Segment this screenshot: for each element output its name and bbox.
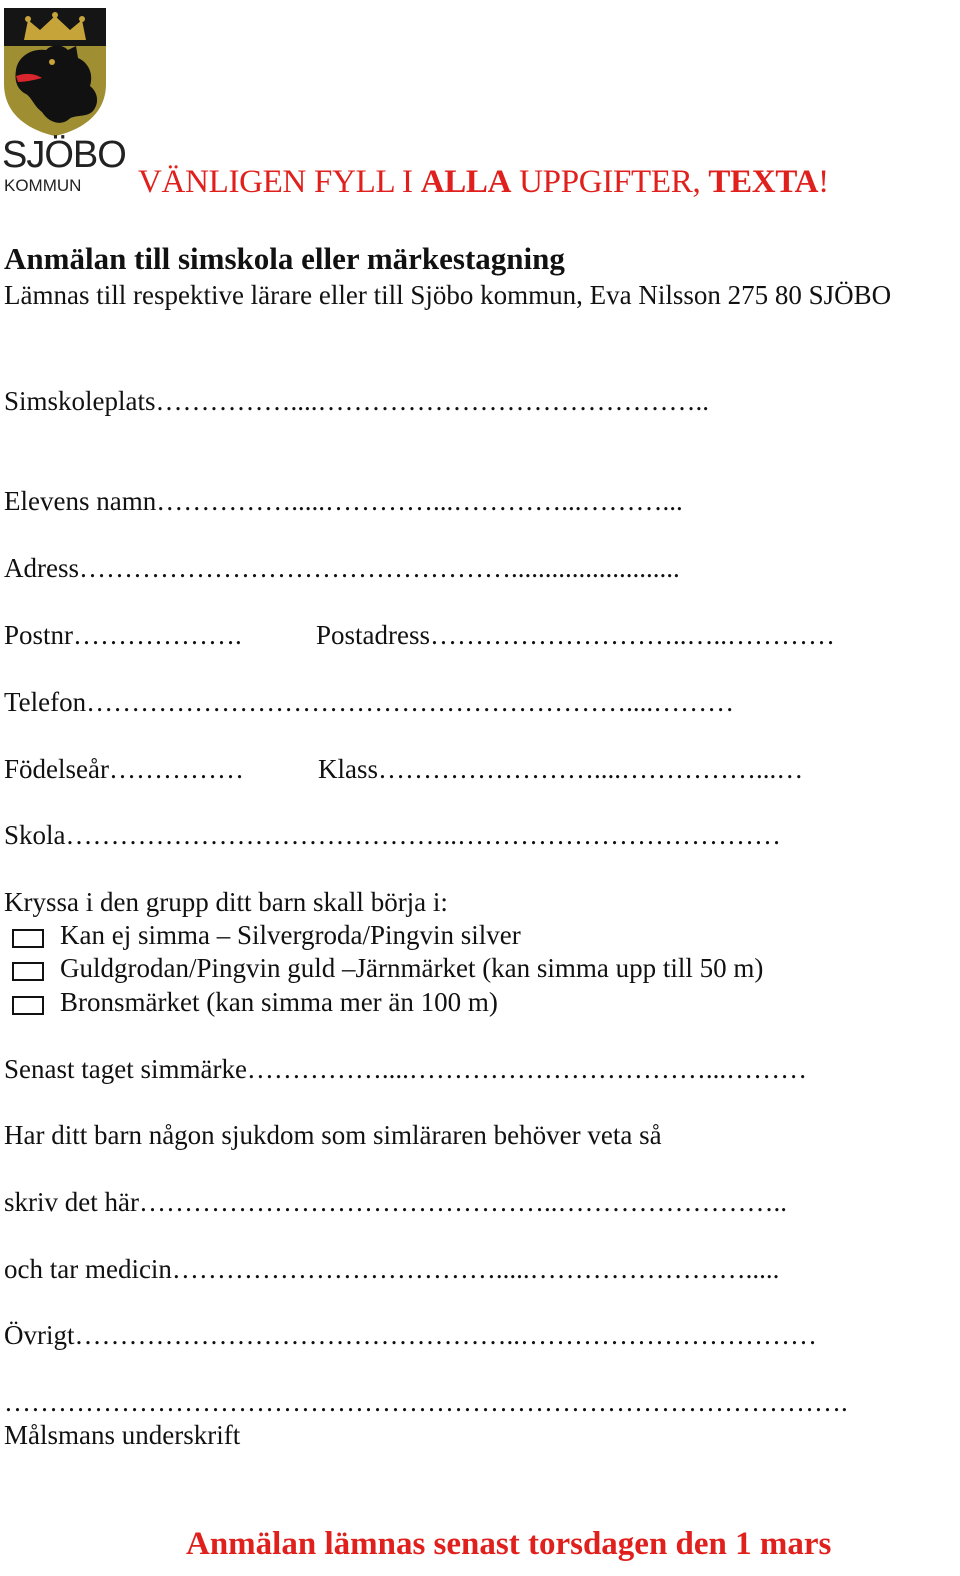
coat-of-arms-icon <box>2 6 108 136</box>
field-elevens-namn[interactable]: Elevens namn…………….....…………...…………...………... <box>4 486 683 516</box>
field-medicin[interactable]: och tar medicin……………………………….....……………………..... <box>4 1254 780 1284</box>
field-skola[interactable]: Skola……………………………………..……………………………… <box>4 820 782 850</box>
checkbox-bronsmarket[interactable] <box>12 996 44 1015</box>
field-postnr[interactable]: Postnr………………. <box>4 620 242 650</box>
field-postadress[interactable]: Postadress………………………..…..………… <box>316 620 835 650</box>
group-option-guldgrodan: Guldgrodan/Pingvin guld –Järnmärket (kan simma upp till 50 m) <box>60 953 764 983</box>
deadline-notice: Anmälan lämnas senast torsdagen den 1 mars <box>186 1526 832 1562</box>
field-adress[interactable]: Adress…………………………………………......................... <box>4 553 680 583</box>
field-klass[interactable]: Klass……………………....……………...… <box>318 754 804 784</box>
headline-part-5: ! <box>818 164 829 200</box>
signature-label: Målsmans underskrift <box>4 1420 241 1450</box>
group-option-silvergroda: Kan ej simma – Silvergroda/Pingvin silver <box>60 920 521 950</box>
logo-name: SJÖBO <box>2 134 126 176</box>
headline-part-2: ALLA <box>420 164 512 200</box>
sjukdom-question: Har ditt barn någon sjukdom som simläraren behöver veta så <box>4 1120 662 1150</box>
form-title: Anmälan till simskola eller märkestagning <box>4 241 565 276</box>
instruction-headline <box>138 164 829 201</box>
field-senast-simmarke[interactable]: Senast taget simmärke……………....……………………………...……… <box>4 1054 808 1084</box>
form-subtitle: Lämnas till respektive lärare eller till Sjöbo kommun, Eva Nilsson 275 80 SJÖBO <box>4 280 892 310</box>
field-simskoleplats[interactable]: Simskoleplats……………....…………………………………….. <box>4 386 710 416</box>
field-ovrigt[interactable]: Övrigt…………………………………………..…………………………… <box>4 1320 817 1350</box>
headline-part-3: UPPGIFTER, <box>511 164 709 200</box>
headline-part-1: VÄNLIGEN FYLL I <box>138 164 421 200</box>
field-sjukdom[interactable]: skriv det här………………………………………..…………………….. <box>4 1187 787 1217</box>
checkbox-silvergroda[interactable] <box>12 929 44 948</box>
checkbox-guldgrodan[interactable] <box>12 962 44 981</box>
field-fodelsear[interactable]: Födelseår…………… <box>4 754 244 784</box>
field-telefon[interactable]: Telefon……………………………………………………....……… <box>4 687 735 717</box>
group-option-bronsmarket: Bronsmärket (kan simma mer än 100 m) <box>60 987 498 1017</box>
group-prompt: Kryssa i den grupp ditt barn skall börja i: <box>4 887 448 917</box>
logo-subtitle: KOMMUN <box>4 176 82 195</box>
headline-part-4: TEXTA <box>708 164 819 200</box>
signature-line[interactable]: …………………………………………………………………………………. <box>4 1387 848 1417</box>
